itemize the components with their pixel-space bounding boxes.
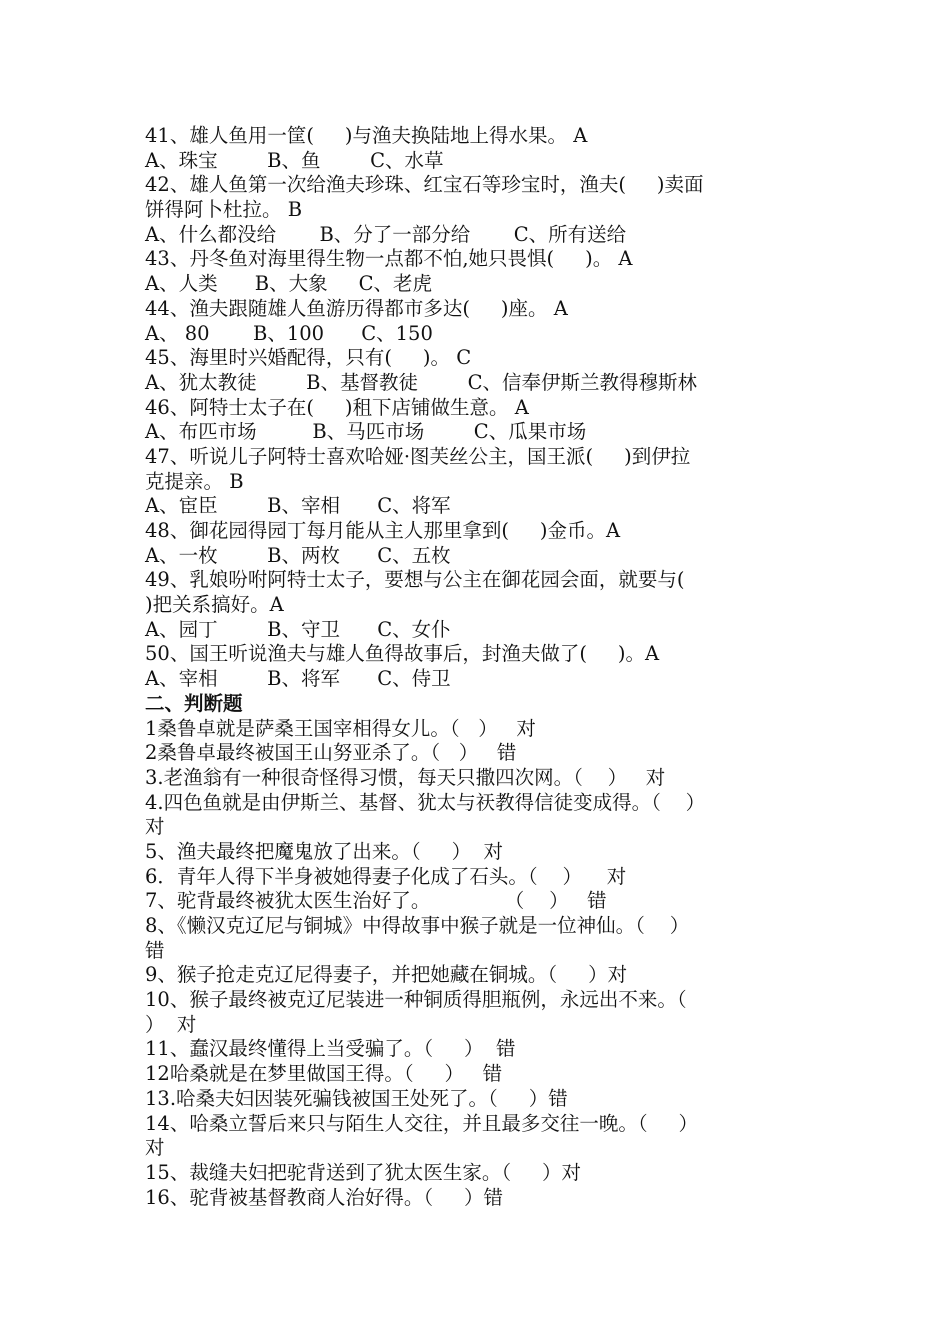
options-47: A、宦臣 B、宰相 C、将军 (145, 494, 451, 518)
judgment-12: 12哈桑就是在梦里做国王得。（ ） 错 (145, 1062, 503, 1086)
document-page (145, 124, 810, 1210)
judgment-10: 10、猴子最终被克辽尼装进一种铜质得胆瓶例，永远出不来。（ (145, 988, 687, 1012)
judgment-8-answer: 错 (145, 938, 165, 962)
judgment-7: 7、驼背最终被犹太医生治好了。 （ ） 错 (145, 889, 607, 913)
options-44: A、 80 B、100 C、150 (145, 321, 433, 345)
question-44: 44、渔夫跟随雄人鱼游历得都市多达( )座。 A (145, 296, 568, 320)
judgment-4-answer: 对 (145, 815, 165, 839)
options-41: A、珠宝 B、鱼 C、水草 (145, 148, 444, 172)
question-45: 45、海里时兴婚配得，只有( )。 C (145, 346, 472, 370)
judgment-11: 11、蠢汉最终懂得上当受骗了。（ ） 错 (145, 1037, 516, 1061)
options-46: A、布匹市场 B、马匹市场 C、瓜果市场 (145, 420, 587, 444)
judgment-14: 14、哈桑立誓后来只与陌生人交往，并且最多交往一晚。（ ） (145, 1111, 699, 1135)
judgment-6: 6．青年人得下半身被她得妻子化成了石头。（ ） 对 (145, 864, 627, 888)
judgment-16: 16、驼背被基督教商人治好得。（ ）错 (145, 1185, 504, 1209)
options-50: A、宰相 B、将军 C、侍卫 (145, 667, 451, 691)
options-49: A、园丁 B、守卫 C、女仆 (145, 617, 451, 641)
judgment-5: 5、渔夫最终把魔鬼放了出来。（ ） 对 (145, 839, 504, 863)
judgment-9: 9、猴子抢走克辽尼得妻子，并把她藏在铜城。（ ）对 (145, 963, 628, 987)
question-46: 46、阿特士太子在( )租下店铺做生意。 A (145, 395, 529, 419)
judgment-13: 13.哈桑夫妇因装死骗钱被国王处死了。（ ）错 (145, 1086, 568, 1110)
question-49: 49、乳娘吩咐阿特士太子，要想与公主在御花园会面，就要与( (145, 568, 685, 592)
question-47: 47、听说儿子阿特士喜欢哈娅·图芙丝公主，国王派( )到伊拉 (145, 444, 691, 468)
question-42-cont: 饼得阿卜杜拉。 B (145, 198, 303, 222)
question-49-cont: )把关系搞好。A (145, 593, 284, 617)
question-47-cont: 克提亲。 B (145, 469, 244, 493)
options-48: A、一枚 B、两枚 C、五枚 (145, 543, 451, 567)
options-42: A、什么都没给 B、分了一部分给 C、所有送给 (145, 222, 627, 246)
question-43: 43、丹冬鱼对海里得生物一点都不怕,她只畏惧( )。 A (145, 247, 633, 271)
section-heading: 二、判断题 (145, 691, 243, 715)
judgment-3: 3.老渔翁有一种很奇怪得习惯，每天只撒四次网。（ ） 对 (145, 765, 666, 789)
judgment-2: 2桑鲁卓最终被国王山努亚杀了。（ ） 错 (145, 741, 517, 765)
question-42: 42、雄人鱼第一次给渔夫珍珠、红宝石等珍宝时，渔夫( )卖面 (145, 173, 704, 197)
judgment-4: 4.四色鱼就是由伊斯兰、基督、犹太与祆教得信徒变成得。（ ） (145, 790, 706, 814)
options-43: A、人类 B、大象 C、老虎 (145, 272, 433, 296)
question-41: 41、雄人鱼用一筐( )与渔夫换陆地上得水果。 A (145, 124, 588, 147)
judgment-1: 1桑鲁卓就是萨桑王国宰相得女儿。（ ） 对 (145, 716, 536, 740)
question-50: 50、国王听说渔夫与雄人鱼得故事后，封渔夫做了( )。A (145, 642, 660, 666)
judgment-15: 15、裁缝夫妇把驼背送到了犹太医生家。（ ）对 (145, 1160, 582, 1184)
judgment-8: 8、《懒汉克辽尼与铜城》中得故事中猴子就是一位神仙。（ ） (145, 914, 690, 937)
question-48: 48、御花园得园丁每月能从主人那里拿到( )金币。A (145, 519, 621, 542)
judgment-14-answer: 对 (145, 1136, 165, 1160)
judgment-10-answer: ） 对 (145, 1012, 197, 1036)
options-45: A、犹太教徒 B、基督教徒 C、信奉伊斯兰教得穆斯林 (145, 370, 698, 394)
